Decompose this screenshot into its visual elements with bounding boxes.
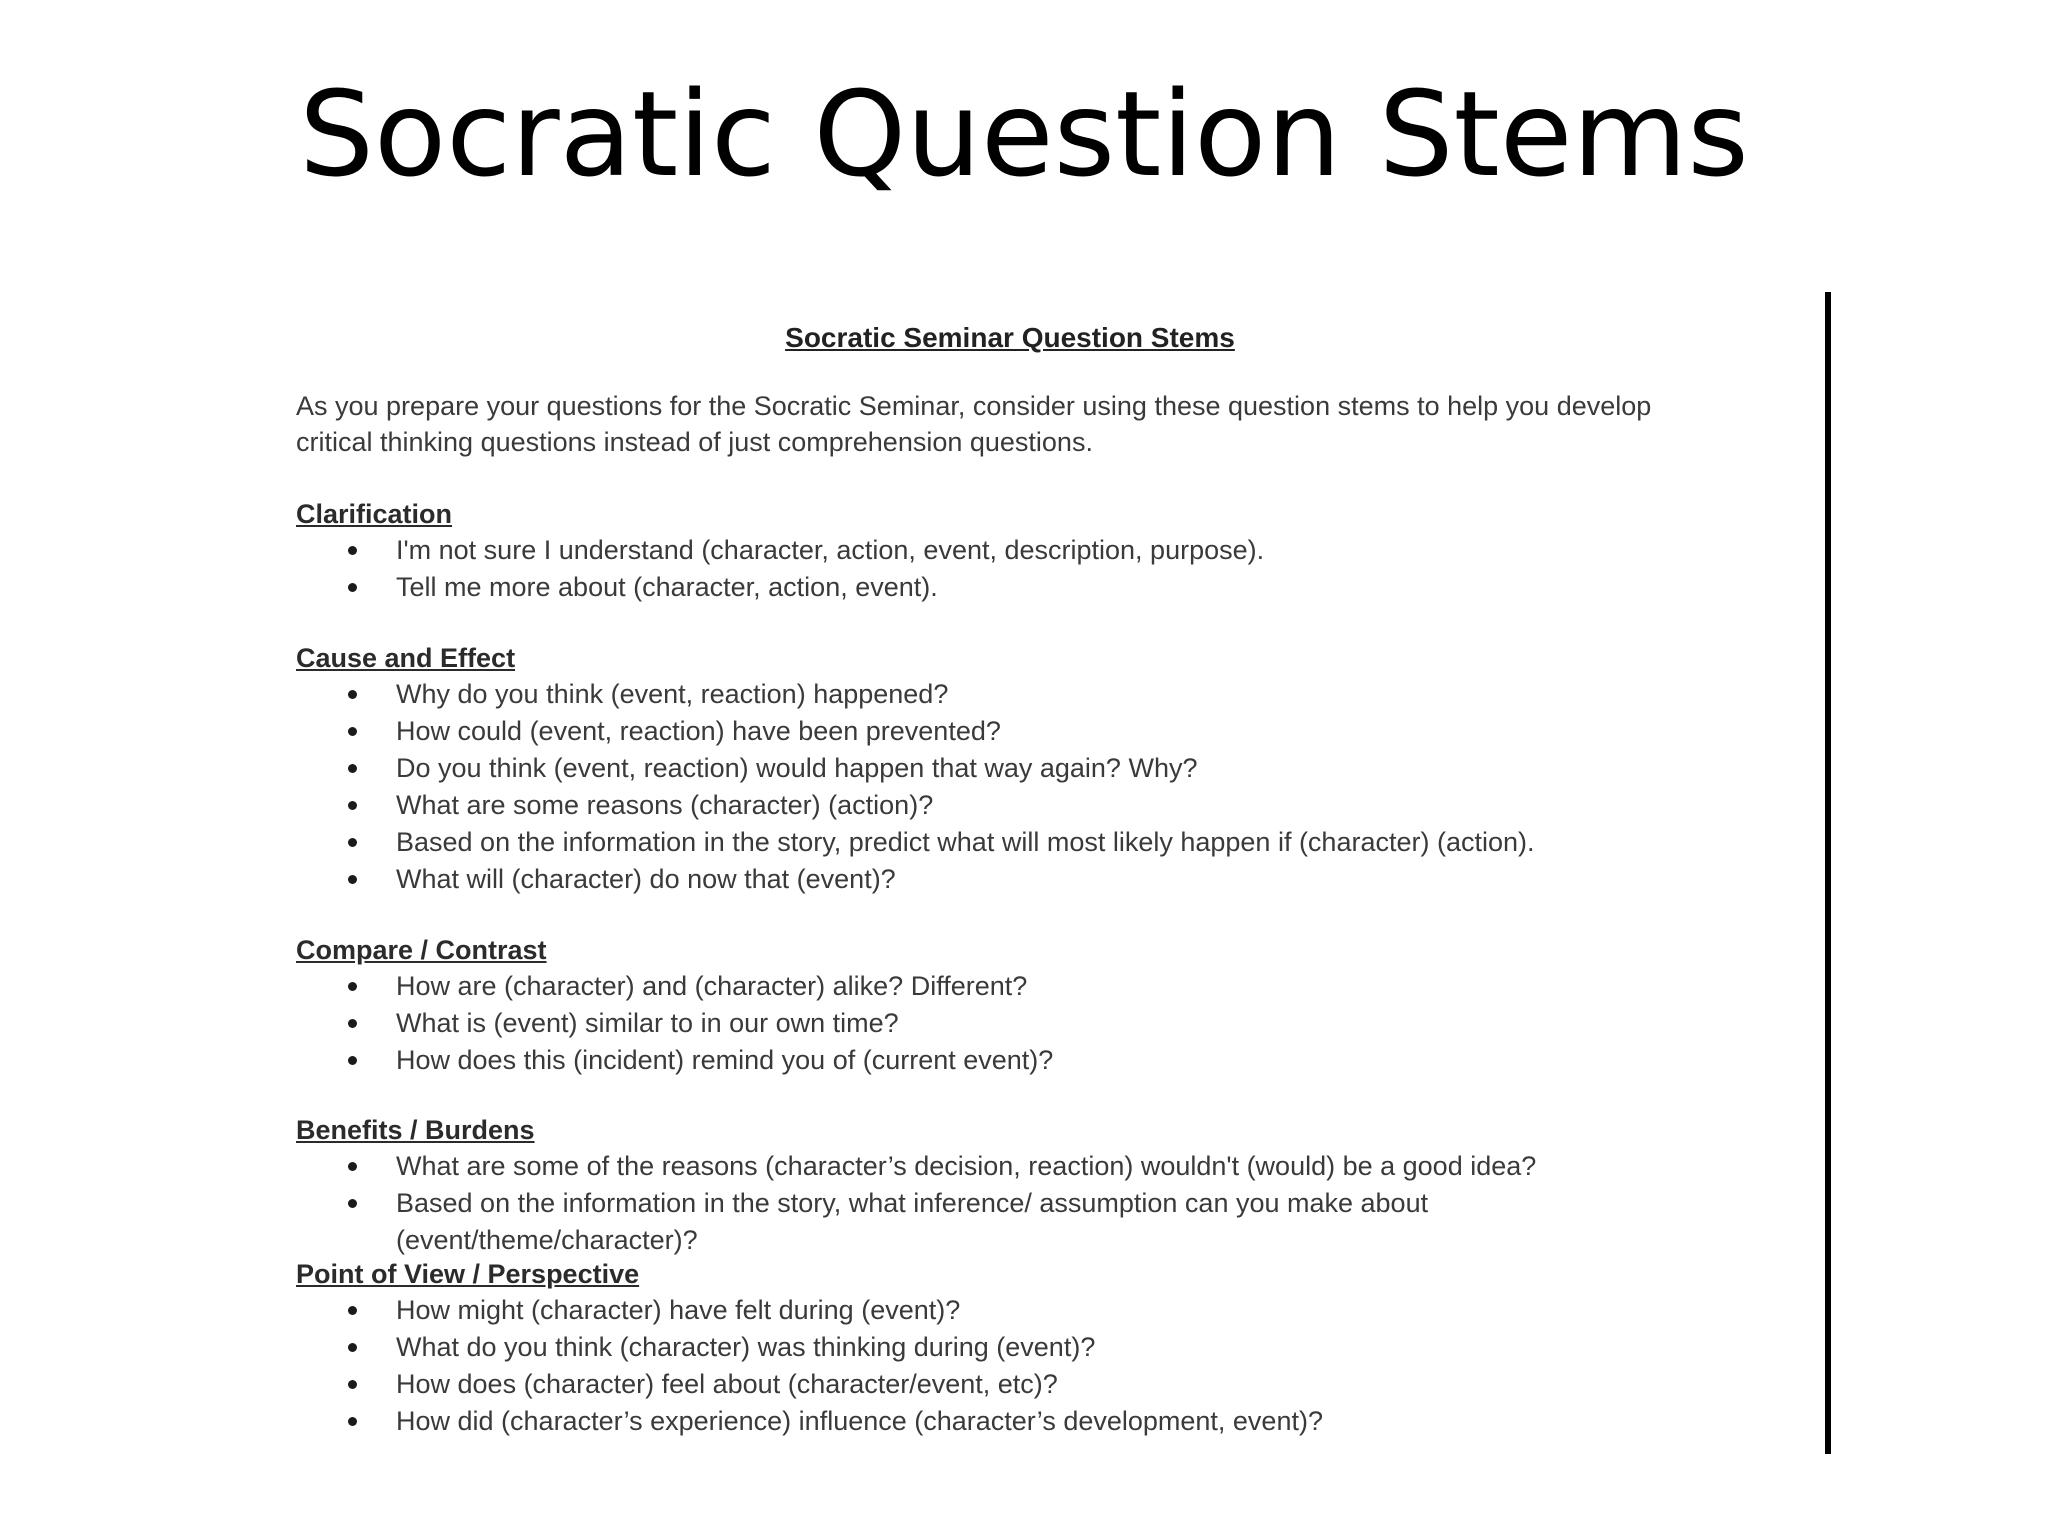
list-item [296, 532, 1716, 569]
stem-text: What are some reasons (character) (action)? [396, 790, 934, 820]
bullet-icon [348, 546, 357, 555]
stem-list [296, 676, 1716, 898]
bullet-icon [348, 764, 357, 773]
list-item [296, 569, 1716, 606]
bullet-icon [348, 1019, 357, 1028]
stem-text: I'm not sure I understand (character, action, event, description, purpose). [396, 535, 1265, 565]
stem-text: How might (character) have felt during (event)? [396, 1295, 961, 1325]
section-heading: Clarification [296, 499, 453, 529]
list-item [296, 1366, 1716, 1403]
bullet-icon [348, 727, 357, 736]
stem-text: How does (character) feel about (character/event, etc)? [396, 1369, 1058, 1399]
stem-text: Why do you think (event, reaction) happened? [396, 679, 949, 709]
section-benefits-burdens [296, 1112, 1716, 1259]
stem-text: How did (character’s experience) influence (character’s development, event)? [396, 1406, 1323, 1436]
section-clarification [296, 496, 1716, 606]
bullet-icon [348, 1343, 357, 1352]
stem-text: What do you think (character) was thinking during (event)? [396, 1332, 1096, 1362]
list-item [296, 1005, 1716, 1042]
list-item [296, 676, 1716, 713]
section-point-of-view [296, 1256, 1716, 1440]
stem-text: Tell me more about (character, action, event). [396, 572, 938, 602]
document-intro: As you prepare your questions for the Socratic Seminar, consider using these question stems to help you develop critical thinking questions instead of just comprehension questions. [296, 391, 1652, 457]
stem-text: Based on the information in the story, predict what will most likely happen if (character) (action). [396, 827, 1535, 857]
stem-list [296, 532, 1716, 606]
bullet-icon [348, 583, 357, 592]
bullet-icon [348, 801, 357, 810]
stem-list [296, 1292, 1716, 1440]
bullet-icon [348, 690, 357, 699]
list-item [296, 750, 1716, 787]
embedded-document [280, 300, 1740, 1470]
stem-text: How could (event, reaction) have been prevented? [396, 716, 1001, 746]
bullet-icon [348, 1199, 357, 1208]
list-item [296, 1148, 1716, 1185]
list-item [296, 1329, 1716, 1366]
document-heading: Socratic Seminar Question Stems [785, 322, 1235, 353]
list-item [296, 968, 1716, 1005]
stem-text: Do you think (event, reaction) would happen that way again? Why? [396, 753, 1198, 783]
stem-text: Based on the information in the story, what inference/ assumption can you make about (event/theme/character)? [396, 1188, 1429, 1255]
bullet-icon [348, 982, 357, 991]
stem-text: What will (character) do now that (event)? [396, 864, 896, 894]
stem-text: What are some of the reasons (character’s decision, reaction) wouldn't (would) be a good idea? [396, 1151, 1537, 1181]
stem-text: How are (character) and (character) alike? Different? [396, 971, 1028, 1001]
list-item [296, 861, 1716, 898]
bullet-icon [348, 1380, 357, 1389]
stem-list [296, 968, 1716, 1079]
bullet-icon [348, 1306, 357, 1315]
section-compare-contrast [296, 932, 1716, 1079]
list-item [296, 1292, 1716, 1329]
bullet-icon [348, 838, 357, 847]
stem-text: What is (event) similar to in our own time? [396, 1008, 899, 1038]
stem-list [296, 1148, 1716, 1259]
bullet-icon [348, 1056, 357, 1065]
list-item [296, 787, 1716, 824]
bullet-icon [348, 1162, 357, 1171]
list-item [296, 1185, 1716, 1259]
bullet-icon [348, 875, 357, 884]
list-item [296, 824, 1716, 861]
section-heading: Benefits / Burdens [296, 1115, 535, 1145]
section-heading: Compare / Contrast [296, 935, 547, 965]
bullet-icon [348, 1417, 357, 1426]
vertical-divider [1825, 292, 1831, 1454]
list-item [296, 1042, 1716, 1079]
section-heading: Cause and Effect [296, 643, 516, 673]
stem-text: How does this (incident) remind you of (current event)? [396, 1045, 1054, 1075]
list-item [296, 713, 1716, 750]
list-item [296, 1403, 1716, 1440]
section-heading: Point of View / Perspective [296, 1259, 640, 1289]
slide-title: Socratic Question Stems [299, 65, 1749, 203]
section-cause-and-effect [296, 640, 1716, 898]
